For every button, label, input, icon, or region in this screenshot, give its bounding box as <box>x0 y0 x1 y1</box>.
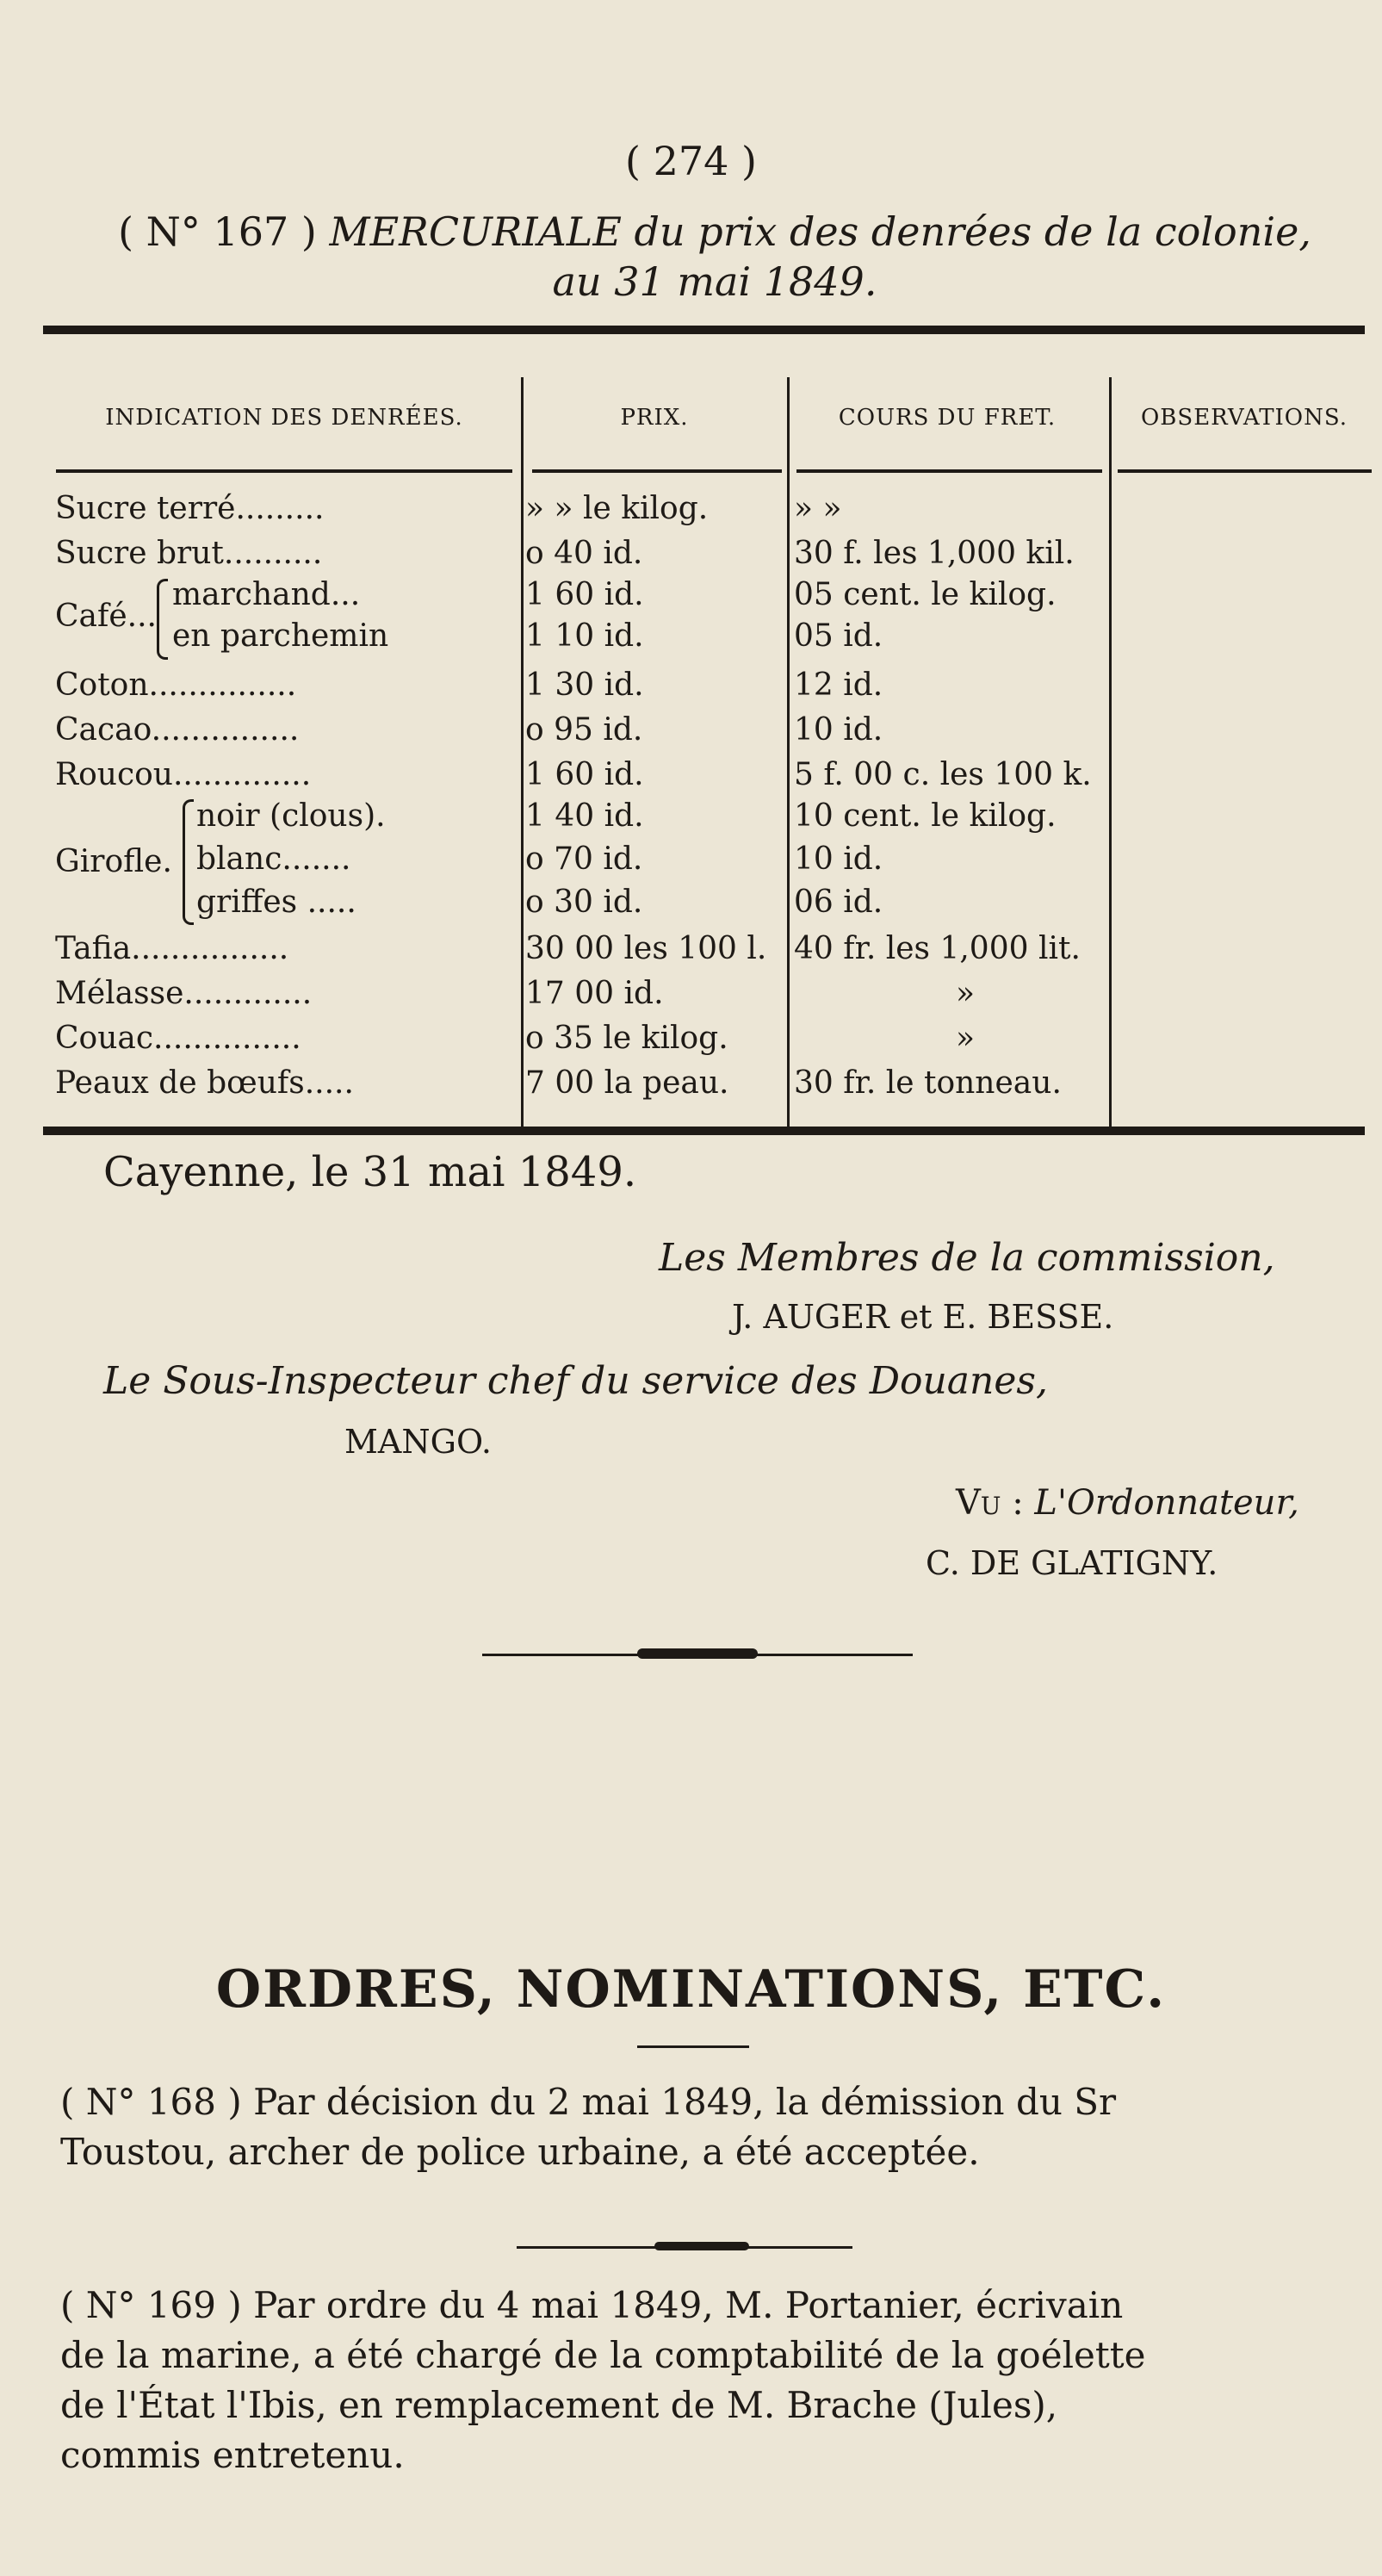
row-name: blanc....... <box>196 841 351 877</box>
row-price: o 35 le kilog. <box>525 1021 728 1056</box>
row-name: noir (clous). <box>196 798 386 834</box>
header-underline <box>532 469 782 473</box>
order-line: Toustou, archer de police urbaine, a été acceptée. <box>60 2131 980 2173</box>
table-row <box>43 927 1365 971</box>
ordonnateur-name: C. DE GLATIGNY. <box>926 1544 1218 1582</box>
order-line: ( N° 169 ) Par ordre du 4 mai 1849, M. Portanier, écrivain <box>60 2284 1124 2326</box>
table-row <box>43 753 1365 798</box>
table-row <box>43 573 1365 618</box>
row-freight: 12 id. <box>794 667 883 703</box>
table-row <box>43 794 1365 839</box>
row-freight: 40 fr. les 1,000 lit. <box>794 931 1081 966</box>
row-freight: 30 fr. le tonneau. <box>794 1065 1062 1101</box>
title-prefix: ( N° 167 ) <box>118 208 317 255</box>
table-row <box>43 663 1365 708</box>
row-freight: 10 cent. le kilog. <box>794 798 1057 834</box>
row-name: griffes ..... <box>196 885 356 920</box>
header-underline <box>56 469 512 473</box>
ordonnateur-label: L'Ordonnateur, <box>1034 1483 1299 1523</box>
row-price: 1 40 id. <box>525 798 644 834</box>
row-name: marchand... <box>172 577 361 612</box>
header-indication: INDICATION DES DENRÉES. <box>105 405 463 431</box>
row-freight: 30 f. les 1,000 kil. <box>794 536 1075 571</box>
row-price: 1 30 id. <box>525 667 644 703</box>
row-name: Mélasse............. <box>55 976 313 1011</box>
row-price: o 70 id. <box>525 841 643 877</box>
row-freight: » <box>956 1021 976 1056</box>
row-price: 1 60 id. <box>525 757 644 792</box>
order-line: ( N° 168 ) Par décision du 2 mai 1849, la démission du Sr <box>60 2081 1117 2123</box>
row-name: Roucou.............. <box>55 757 312 792</box>
row-name: Coton............... <box>55 667 297 703</box>
header-prix: PRIX. <box>620 405 689 431</box>
table-row <box>43 531 1365 576</box>
row-price: o 95 id. <box>525 712 643 748</box>
group-label-cafe: Café... <box>55 599 157 634</box>
inspector-label: Le Sous-Inspecteur chef du service des Douanes, <box>103 1359 1048 1403</box>
header-underline <box>796 469 1102 473</box>
row-name: en parchemin <box>172 618 389 654</box>
row-price: o 40 id. <box>525 536 643 571</box>
separator-ornament <box>637 1648 758 1659</box>
row-name: Cacao............... <box>55 712 300 748</box>
section-underline <box>637 2045 749 2048</box>
row-price: 7 00 la peau. <box>525 1065 729 1101</box>
header-observations: OBSERVATIONS. <box>1140 405 1348 431</box>
commission-label: Les Membres de la commission, <box>659 1236 1275 1280</box>
row-name: Sucre terré......... <box>55 491 325 526</box>
order-line: de la marine, a été chargé de la comptabilité de la goélette <box>60 2334 1146 2376</box>
row-freight: 10 id. <box>794 712 883 748</box>
row-freight: 10 id. <box>794 841 883 877</box>
row-name: Couac............... <box>55 1021 301 1056</box>
row-freight: 05 id. <box>794 618 883 654</box>
row-freight: 5 f. 00 c. les 100 k. <box>794 757 1092 792</box>
table-row <box>43 487 1365 531</box>
section-title: ORDRES, NOMINATIONS, ETC. <box>215 1959 1167 2020</box>
group-label-girofle: Girofle. <box>55 844 172 879</box>
separator-ornament <box>654 2242 749 2250</box>
row-freight: » » <box>794 491 842 526</box>
order-line: de l'État l'Ibis, en remplacement de M. Brache (Jules), <box>60 2384 1058 2426</box>
inspector-name: MANGO. <box>344 1423 492 1461</box>
vu-label: Vu : <box>956 1483 1024 1523</box>
title-date: au 31 mai 1849. <box>552 258 877 305</box>
order-169 <box>60 2281 1369 2480</box>
table-row <box>43 614 1365 659</box>
row-price: 30 00 les 100 l. <box>525 931 767 966</box>
table-row <box>43 708 1365 753</box>
document-title <box>43 207 1382 307</box>
place-date: Cayenne, le 31 mai 1849. <box>103 1148 637 1196</box>
table-row <box>43 971 1365 1016</box>
row-price: 1 10 id. <box>525 618 644 654</box>
bottom-rule <box>43 1127 1365 1135</box>
table-row <box>43 837 1365 882</box>
row-name: Tafia................ <box>55 931 289 966</box>
row-name: Sucre brut.......... <box>55 536 323 571</box>
row-freight: 05 cent. le kilog. <box>794 577 1057 612</box>
row-freight: » <box>956 976 976 1011</box>
top-rule <box>43 326 1365 334</box>
row-freight: 06 id. <box>794 885 883 920</box>
vu-line <box>956 1478 1299 1528</box>
order-line: commis entretenu. <box>60 2434 405 2476</box>
table-row <box>43 880 1365 925</box>
row-price: 17 00 id. <box>525 976 664 1011</box>
page-number: ( 274 ) <box>625 138 757 184</box>
row-name: Peaux de bœufs..... <box>55 1065 354 1101</box>
commission-names: J. AUGER et E. BESSE. <box>732 1298 1114 1336</box>
row-price: 1 60 id. <box>525 577 644 612</box>
title-main: MERCURIALE du prix des denrées de la colonie, <box>329 208 1311 255</box>
table-row <box>43 1061 1365 1106</box>
order-168 <box>60 2077 1369 2177</box>
row-price: o 30 id. <box>525 885 643 920</box>
row-price: » » le kilog. <box>525 491 709 526</box>
header-underline <box>1118 469 1372 473</box>
header-fret: COURS DU FRET. <box>838 405 1057 431</box>
table-row <box>43 1016 1365 1061</box>
